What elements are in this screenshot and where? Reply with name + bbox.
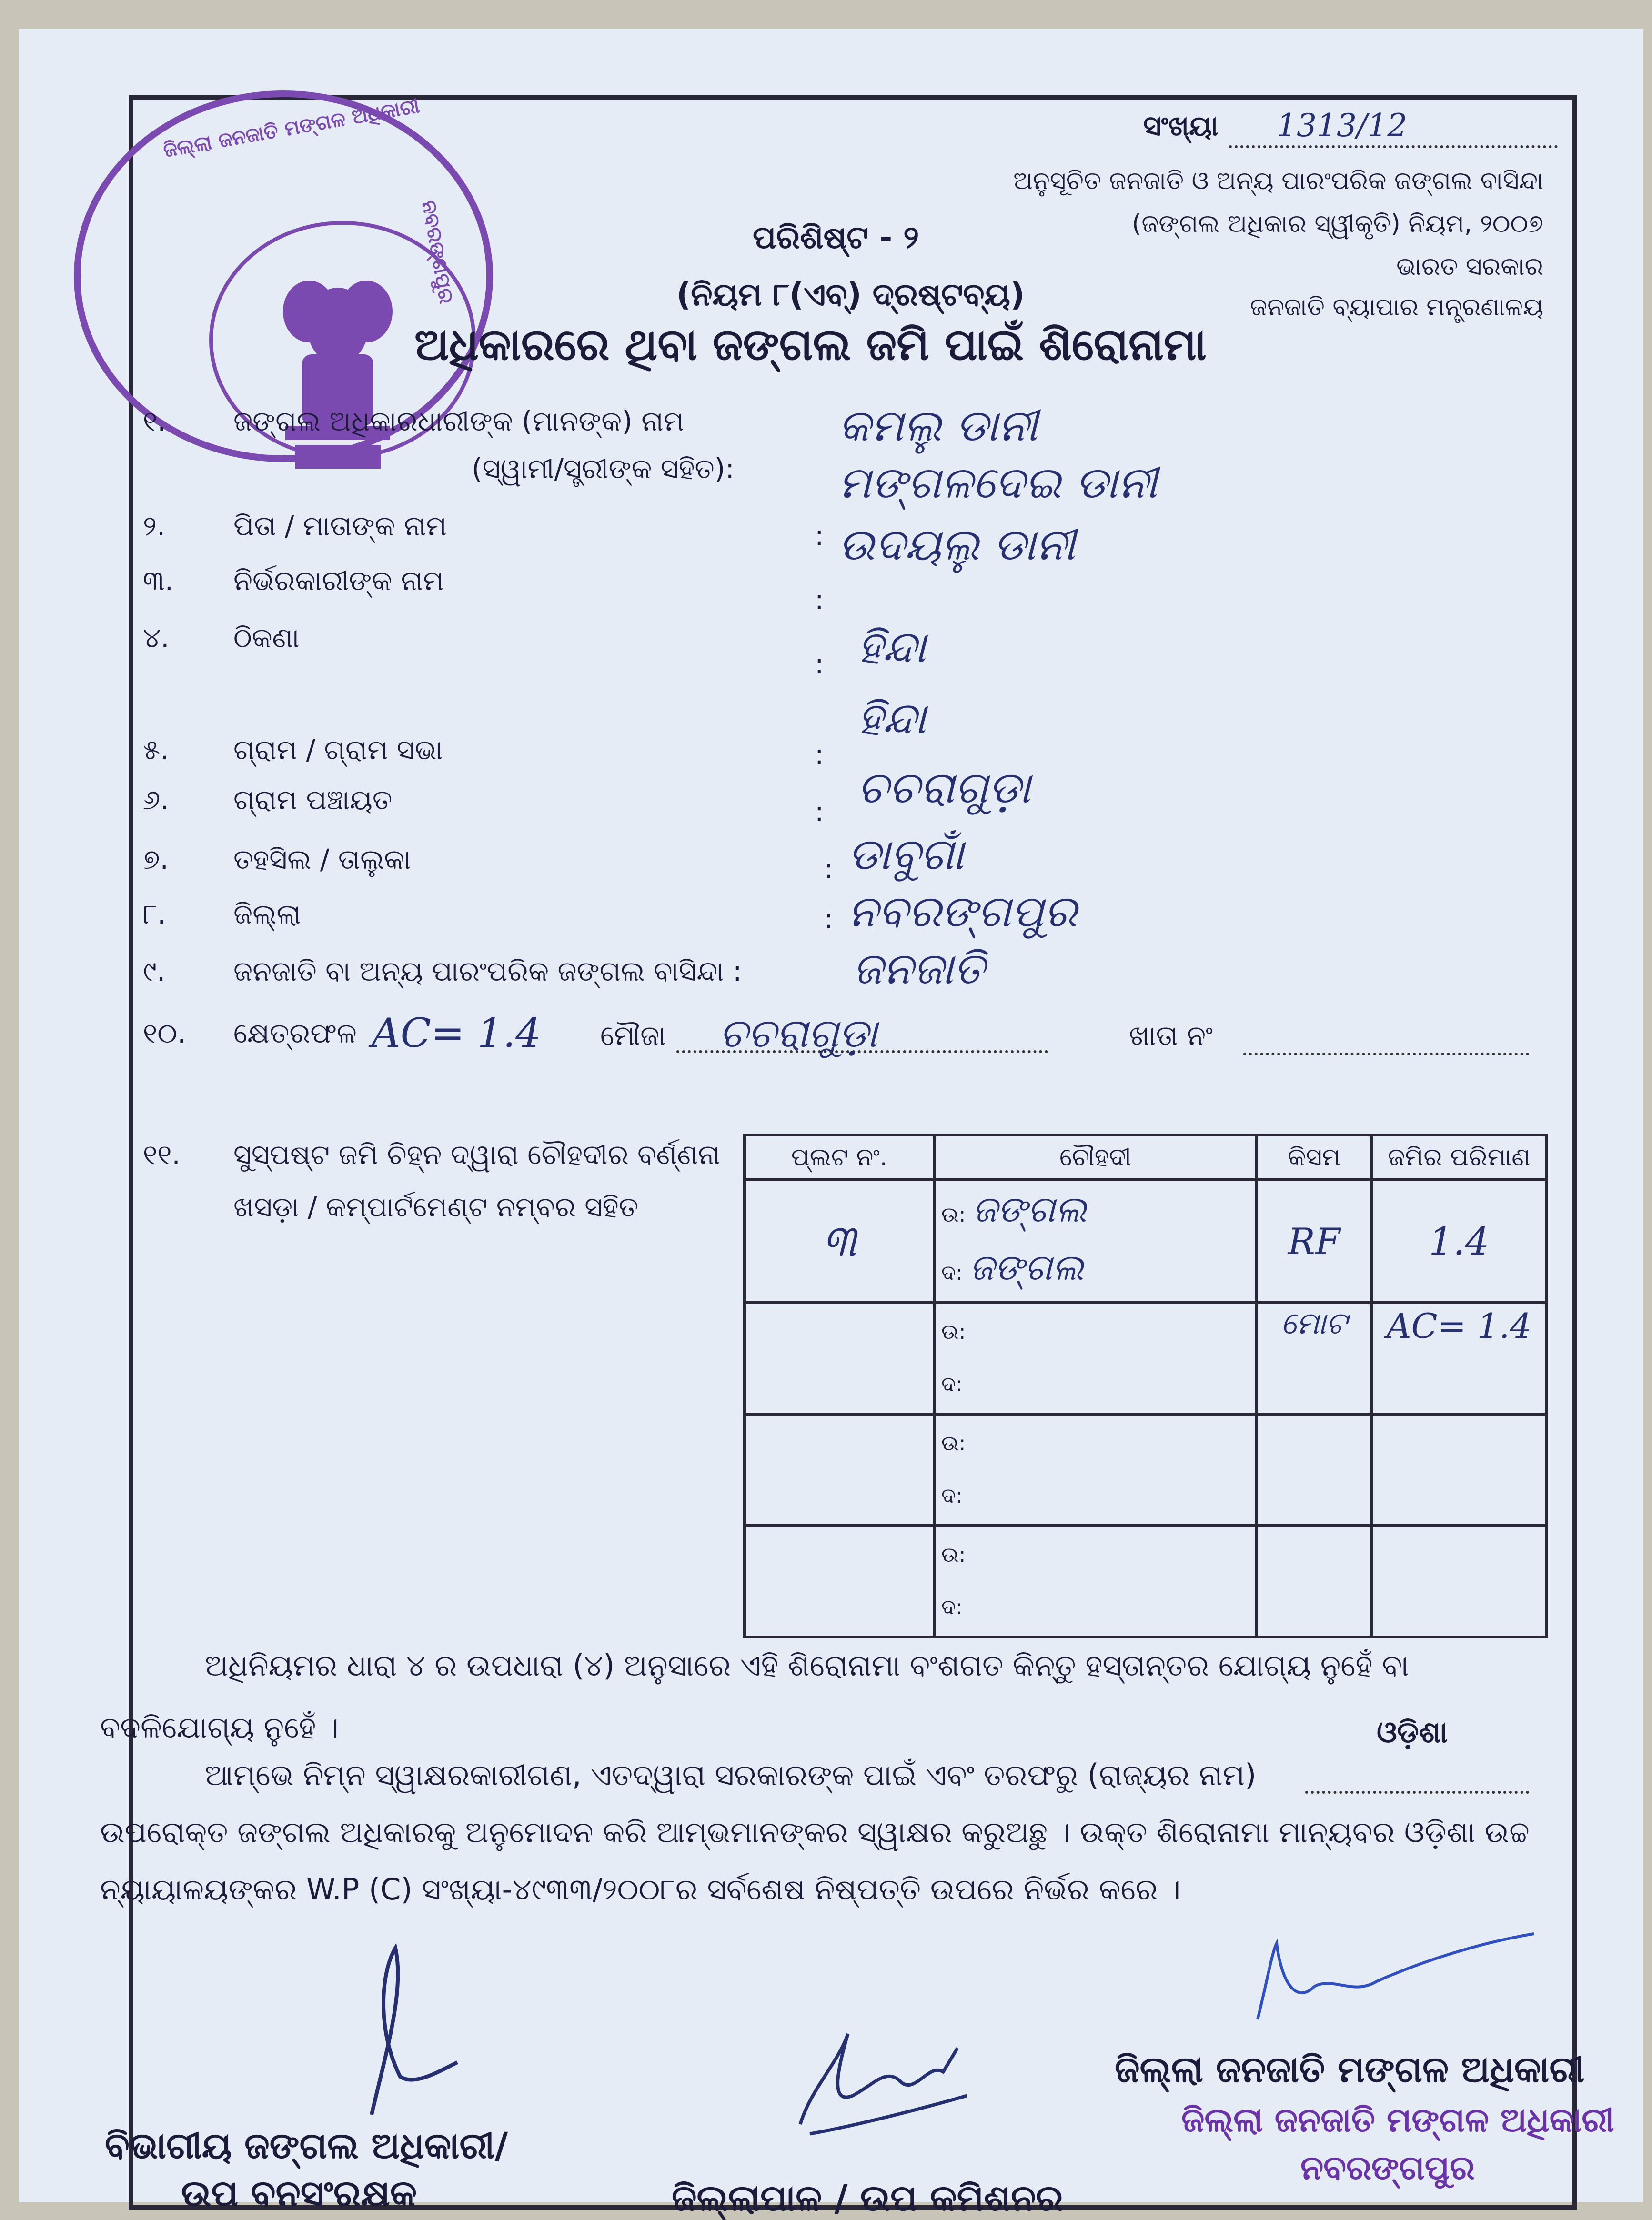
- table-header-row: [745, 1135, 1547, 1180]
- number-value: 1313/12: [1277, 107, 1408, 144]
- boundary-cell: [934, 1414, 1257, 1526]
- number-label: ସଂଖ୍ୟା: [1143, 110, 1219, 142]
- signature-collector: [781, 2019, 981, 2143]
- field-number: ୮.: [143, 898, 166, 930]
- column-header: ଚୌହଦୀ: [934, 1135, 1257, 1180]
- amount-cell: [1371, 1414, 1547, 1526]
- field-value: କମଲୁ ଡାନୀ: [838, 400, 1038, 451]
- collector-title: ଜିଲ୍ଲାପାଳ / ଉପ କମିଶନର: [672, 2177, 1063, 2219]
- number-field: [1229, 107, 1558, 148]
- boundary-number: ୧୧.: [143, 1138, 181, 1171]
- para1-line1: ଅଧିନିୟମର ଧାରା ୪ ର ଉପଧାରା (୪) ଅନୁସାରେ ଏହି ଶିରୋନାମା ବଂଶଗତ କିନ୍ତୁ ହସ୍ତାନ୍ତର ଯୋଗ୍ୟ ନୁହେଁ ବା: [205, 1648, 1409, 1683]
- field-label: (ସ୍ୱାମୀ/ସ୍ତ୍ରୀଙ୍କ ସହିତ):: [472, 452, 735, 485]
- south-line: ଦ:: [941, 1484, 963, 1508]
- field-label: ଗ୍ରାମ ପଞ୍ଚାୟତ: [233, 784, 393, 816]
- north-value: ଜଙ୍ଗଲ: [972, 1188, 1087, 1230]
- north-line: ଉ:: [941, 1431, 966, 1456]
- mouza-value: ଚଚରାଗୁଡ଼ା: [719, 1010, 878, 1056]
- dfo-title-line2: ଉପ ବନସଂରକ୍ଷକ: [181, 2172, 417, 2214]
- para2-line3: ନ୍ୟାୟାଳୟଙ୍କର W.P (C) ସଂଖ୍ୟା-୪୯୩୩/୨୦୦୮ର ସର୍ବଶେଷ ନିଷ୍ପତ୍ତି ଉପରେ ନିର୍ଭର କରେ ।: [100, 1872, 1181, 1907]
- boundary-line-2: ଖସଡ଼ା / କମ୍ପାର୍ଟମେଣ୍ଟ ନମ୍ବର ସହିତ: [233, 1191, 639, 1223]
- field-label: ଗ୍ରାମ / ଗ୍ରାମ ସଭା: [233, 733, 443, 766]
- field-value: ଡାବୁଗାଁ: [848, 829, 964, 880]
- document-title: ଅଧିକାରରେ ଥିବା ଜଙ୍ଗଲ ଜମି ପାଇଁ ଶିରୋନାମା: [414, 319, 1207, 370]
- state-name: ଓଡ଼ିଶା: [1377, 1715, 1448, 1749]
- appendix-title: ପରିଶିଷ୍ଟ - ୨: [753, 219, 919, 256]
- seal-text-top: ଜିଲ୍ଲା ଜନଜାତି ମଙ୍ଗଳ ଅଧିକାରୀ: [161, 94, 422, 162]
- field-label: ପିତା / ମାତାଙ୍କ ନାମ: [233, 510, 447, 542]
- field-value: ନବରଙ୍ଗପୁର: [848, 886, 1078, 937]
- plot-number: [745, 1526, 934, 1637]
- field-value: ଉଦୟଲୁ ଡାନୀ: [838, 519, 1076, 570]
- amount-cell: 1.4: [1371, 1180, 1547, 1303]
- north-line: ଉ:: [941, 1543, 966, 1567]
- field-colon: :: [815, 648, 824, 680]
- table-row: [745, 1303, 1547, 1414]
- total-label-cell: ମୋଟ: [1257, 1303, 1371, 1414]
- table-row: [745, 1180, 1547, 1303]
- field-value: ହିନ୍ଦା: [857, 622, 926, 673]
- act-line-4: ଜନଜାତି ବ୍ୟାପାର ମନ୍ତ୍ରଣାଳୟ: [1250, 293, 1543, 321]
- dtwo-stamp-line2: ନବରଙ୍ଗପୁର: [1300, 2148, 1475, 2187]
- field-value: ଜନଜାତି: [853, 943, 985, 994]
- column-header: କିସମ: [1257, 1135, 1371, 1180]
- column-header: ଜମିର ପରିମାଣ: [1371, 1135, 1547, 1180]
- seal-text-side: ନବରଙ୍ଗପୁର: [417, 198, 459, 306]
- field-number: ୫.: [143, 733, 169, 766]
- field-colon: :: [815, 519, 824, 552]
- dtwo-title: ଜିଲ୍ଲା ଜନଜାତି ମଙ୍ଗଳ ଅଧିକାରୀ: [1115, 2048, 1585, 2090]
- table-row: [745, 1526, 1547, 1637]
- field-label: ଜନଜାତି ବା ଅନ୍ୟ ପାରଂପରିକ ଜଙ୍ଗଲ ବାସିନ୍ଦା :: [233, 955, 742, 987]
- area-number: ୧୦.: [143, 1017, 186, 1049]
- plot-number: [745, 1414, 934, 1526]
- field-value: ମଙ୍ଗଳଦେଇ ଡାନୀ: [838, 457, 1158, 508]
- field-colon: :: [824, 853, 834, 885]
- field-number: ୩.: [143, 564, 174, 597]
- area-label: କ୍ଷେତ୍ରଫଳ: [233, 1017, 357, 1049]
- act-line-1: ଅନୁସୂଚିତ ଜନଜାତି ଓ ଅନ୍ୟ ପାରଂପରିକ ଜଙ୍ଗଲ ବାସିନ୍ଦା: [1013, 167, 1543, 195]
- dfo-title-line1: ବିଭାଗୀୟ ଜଙ୍ଗଲ ଅଧିକାରୀ/: [105, 2124, 508, 2167]
- boundary-line-1: ସୁସ୍ପଷ୍ଟ ଜମି ଚିହ୍ନ ଦ୍ୱାରା ଚୌହଦୀର ବର୍ଣ୍ଣନା: [233, 1138, 720, 1171]
- field-colon: :: [815, 738, 824, 771]
- field-value: ଚଚରାଗୁଡ଼ା: [857, 762, 1031, 813]
- field-number: ୯.: [143, 955, 166, 987]
- field-label: ଠିକଣା: [233, 622, 300, 654]
- field-label: ନିର୍ଭରକାରୀଙ୍କ ନାମ: [233, 564, 444, 597]
- boundary-cell: [934, 1180, 1257, 1303]
- north-line: ଉ: ଜଙ୍ଗଲ: [941, 1188, 1087, 1230]
- kisam-cell: [1257, 1526, 1371, 1637]
- mouza-label: ମୌଜା: [600, 1019, 666, 1052]
- mouza-field: [676, 1010, 1048, 1056]
- plot-table: [743, 1134, 1548, 1638]
- field-colon: :: [815, 583, 824, 616]
- khata-label: ଖାତା ନଂ: [1129, 1019, 1213, 1052]
- boundary-cell: [934, 1526, 1257, 1637]
- signature-dtwo: [1239, 1924, 1543, 2039]
- field-number: ୪.: [143, 622, 170, 654]
- para2-line1: ଆମ୍ଭେ ନିମ୍ନ ସ୍ୱାକ୍ଷରକାରୀଗଣ, ଏତଦ୍ୱାରା ସରକାରଙ୍କ ପାଇଁ ଏବଂ ତରଫରୁ (ରାଜ୍ୟର ନାମ): [205, 1758, 1257, 1792]
- south-line: ଦ: ଜଙ୍ଗଲ: [941, 1246, 1084, 1288]
- field-number: ୧.: [143, 405, 166, 437]
- field-label: ତହସିଲ / ତାଲୁକା: [233, 843, 411, 875]
- south-value: ଜଙ୍ଗଲ: [969, 1246, 1084, 1288]
- para1-line2: ବଦଳିଯୋଗ୍ୟ ନୁହେଁ ।: [100, 1710, 339, 1745]
- rule-reference: (ନିୟମ ୮(ଏବ୍) ଦ୍ରଷ୍ଟବ୍ୟ): [676, 276, 1025, 313]
- document-sheet: [19, 29, 1643, 2219]
- north-line: ଉ:: [941, 1320, 966, 1344]
- amount-cell: [1371, 1526, 1547, 1637]
- field-label: ଜିଲ୍ଲା: [233, 898, 302, 930]
- signature-dfo: [333, 1934, 476, 2124]
- column-header: ପ୍ଲଟ ନଂ.: [745, 1135, 934, 1180]
- para2-line2: ଉପରୋକ୍ତ ଜଙ୍ଗଲ ଅଧିକାରକୁ ଅନୁମୋଦନ କରି ଆମ୍ଭମାନଙ୍କର ସ୍ୱାକ୍ଷର କରୁଅଛୁ । ଉକ୍ତ ଶିରୋନାମା ମାନ୍ୟବର ଓଡ଼ିଶା ଉଚ୍ଚ: [100, 1815, 1530, 1849]
- kisam-cell: [1257, 1414, 1371, 1526]
- field-colon: :: [815, 795, 824, 828]
- total-amount-cell: AC= 1.4: [1371, 1303, 1547, 1414]
- national-emblem-icon: [276, 273, 400, 483]
- field-label: ଜଙ୍ଗଲ ଅଧିକାରଧାରୀଙ୍କ (ମାନଙ୍କ) ନାମ: [233, 405, 685, 437]
- boundary-cell: [934, 1303, 1257, 1414]
- field-number: ୨.: [143, 510, 166, 542]
- khata-field: [1243, 1024, 1529, 1055]
- field-number: ୭.: [143, 843, 169, 875]
- field-number: ୬.: [143, 784, 169, 816]
- act-line-3: ଭାରତ ସରକାର: [1396, 252, 1543, 281]
- table-row: [745, 1414, 1547, 1526]
- act-line-2: (ଜଙ୍ଗଲ ଅଧିକାର ସ୍ୱୀକୃତି) ନିୟମ, ୨୦୦୭: [1132, 210, 1543, 238]
- state-field: [1305, 1762, 1529, 1794]
- south-line: ଦ:: [941, 1595, 963, 1619]
- plot-number: ୩: [745, 1180, 934, 1303]
- dtwo-stamp-line1: ଜିଲ୍ଲା ଜନଜାତି ମଙ୍ଗଳ ଅଧିକାରୀ: [1181, 2100, 1614, 2140]
- area-value: AC= 1.4: [372, 1010, 541, 1056]
- kisam-cell: RF: [1257, 1180, 1371, 1303]
- south-line: ଦ:: [941, 1372, 963, 1396]
- field-colon: :: [824, 903, 834, 935]
- field-value: ହିନ୍ଦା: [857, 693, 926, 744]
- plot-number: [745, 1303, 934, 1414]
